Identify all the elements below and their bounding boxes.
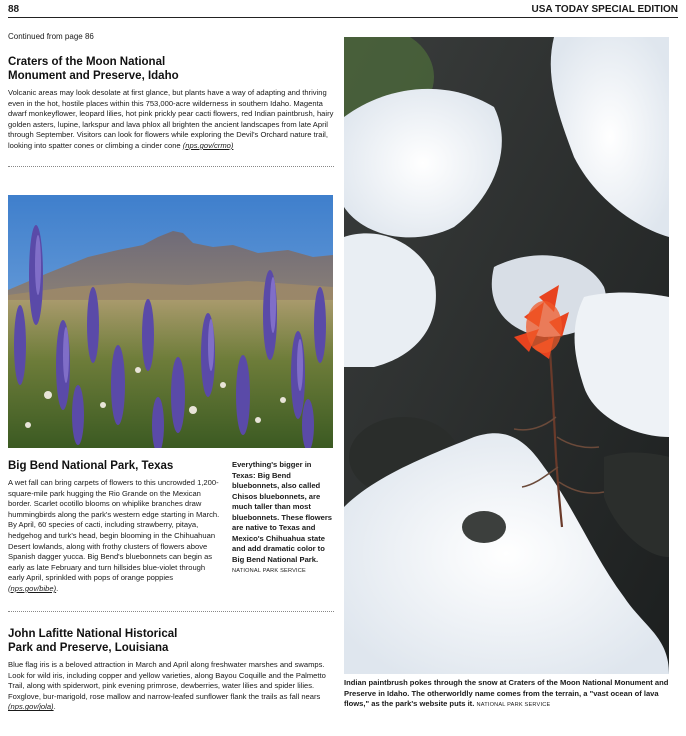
craters-link[interactable]: (nps.gov/crmo) [182,140,234,150]
lafitte-title-line2: Park and Preserve, Louisiana [8,642,169,654]
header-rule [8,17,678,18]
lafitte-section [8,627,334,713]
craters-title-line2: Monument and Preserve, Idaho [8,70,179,82]
page-header [8,4,678,18]
lafitte-tail: . [53,702,56,712]
craters-body-text: Volcanic areas may look desolate at first glance, but plants have a way of adapting and thriving even in the hot, hostile places within this 753,000-acre wilderness in southern Idaho. Magenta dwarf monkeyflower, leopard lilies, hot pink prickly pear cacti flowers, red Indian paintbrush, hairy golden asters, lupine, larkspur and lava phlox all brighten the ancient landscapes from late April through September. Visitors can look for flowers while exploring the Devil's Orchard nature trail, looking into spatter cones or climbing a cinder cone [8,88,334,150]
paintbrush-caption-text: Indian paintbrush pokes through the snow at Craters of the Moon National Monument and Preserve in Idaho. The otherworldly name comes from the terrain, a "vast ocean of lava flows," as the park's website puts it. [344,678,669,708]
bigbend-title: Big Bend National Park, Texas [8,460,174,472]
bigbend-tail: . [56,583,59,593]
paintbrush-illustration [344,37,669,674]
section-divider-2 [8,611,334,612]
lafitte-title [8,627,334,655]
edition-name: USA TODAY SPECIAL EDITION [531,4,678,15]
lafitte-body [8,660,334,713]
craters-section [8,32,334,167]
bluebonnet-caption-text: Everything's bigger in Texas: Big Bend bluebonnets, also called Chisos bluebonnets, are much taller than most bluebonnets. These flowers are native to Texas and Mexico's Chihuahua state and add dramatic color to Big Bend National Park. [232,460,333,564]
bigbend-link[interactable]: (nps.gov/bibe) [8,583,57,593]
craters-title-line1: Craters of the Moon National [8,56,166,68]
bluebonnet-caption [232,460,332,577]
paintbrush-caption [344,678,674,711]
craters-body [8,88,334,152]
lafitte-link[interactable]: (nps.gov/jola) [8,702,54,712]
continued-note: Continued from page 86 [8,32,94,41]
bigbend-body [8,478,222,595]
lafitte-title-line1: John Lafitte National Historical [8,628,178,640]
section-divider [8,166,334,167]
bigbend-body-text: A wet fall can bring carpets of flowers to this uncrowded 1,200-square-mile park hugging the Rio Grande on the Mexican border. Scarlet ocotillo blooms on whiplike branches draw hummingbirds along the park's western edge starting in March. By April, 60 species of cacti, including strawberry, pitaya, hedgehog and turk's head, begin blooming in the Chihuahuan Desert lowlands, along with frothy clusters of flowers above Spanish dagger yucca. Big Bend's bluebonnets can begin as early as late February and turn hillsides blue-violet through early April, sprinkled with pops of orange poppies [8,478,220,583]
page-number: 88 [8,4,20,15]
bigbend-section [8,459,222,595]
bluebonnet-photo [8,195,333,448]
bluebonnet-illustration [8,195,333,448]
craters-title [8,55,334,83]
lafitte-body-text: Blue flag iris is a beloved attraction in March and April along freshwater marshes and swamps. Look for wild iris, including copper and yellow varieties, along Bayou Coquille and the Palmetto Trail, along with spiderwort, pink evening primrose, dewberries, water lilies and spider lilies. Foxglove, bur-marigold, rose mallow and narrow-leafed sunflower flank the trails as fall nears [8,660,326,701]
paintbrush-credit: NATIONAL PARK SERVICE [476,702,551,708]
paintbrush-photo [344,37,669,674]
bluebonnet-credit: NATIONAL PARK SERVICE [232,568,306,574]
